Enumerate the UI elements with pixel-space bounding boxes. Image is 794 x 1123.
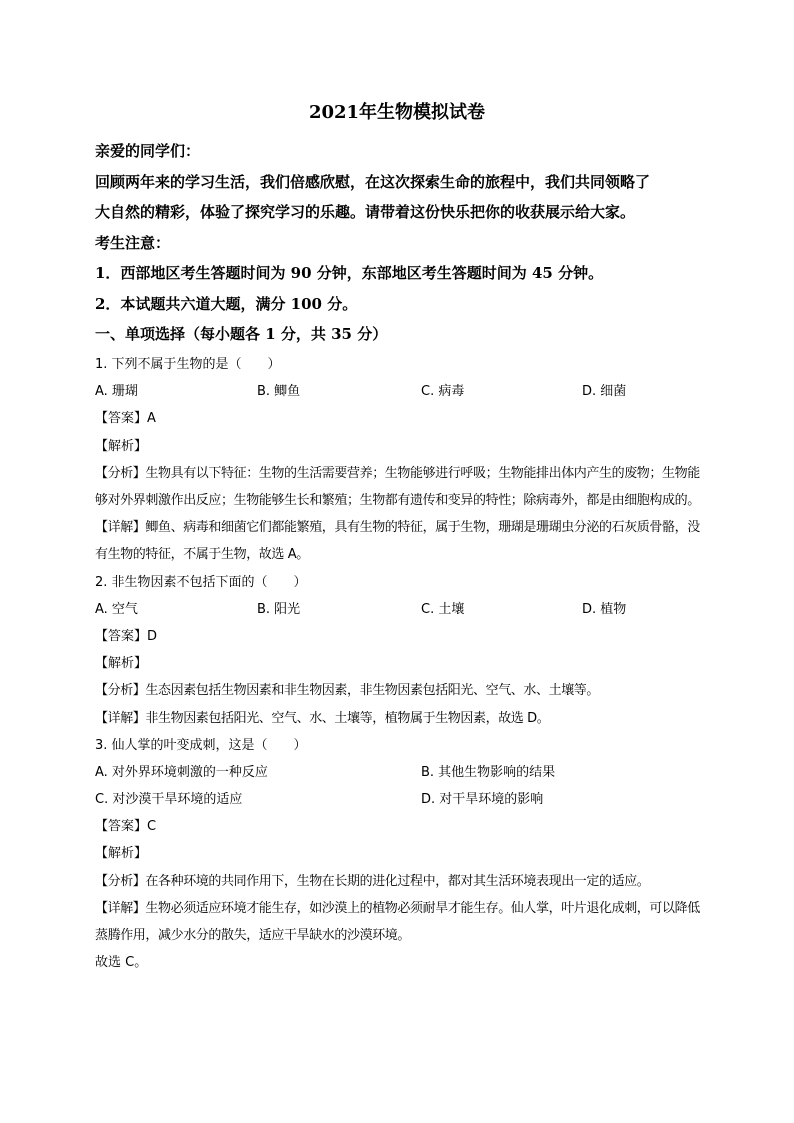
option-a: A. 珊瑚 bbox=[95, 384, 138, 400]
question-options bbox=[95, 378, 707, 405]
analysis-fenxi: 【分析】生态因素包括生物因素和非生物因素，非生物因素包括阳光、空气、水、土壤等。 bbox=[95, 683, 600, 699]
analysis-xiangjie: 【详解】生物必须适应环境才能生存，如沙漠上的植物必须耐旱才能生存。仙人掌，叶片退化成刺，可以降低蒸腾作用，减少水分的散失，适应干旱缺水的沙漠环境。 bbox=[95, 900, 700, 944]
questions-section bbox=[95, 351, 707, 976]
option-d: D. 对干旱环境的影响 bbox=[421, 792, 544, 808]
analysis-fenxi: 【分析】在各种环境的共同作用下，生物在长期的进化过程中，都对其生活环境表现出一定的适应。 bbox=[95, 873, 650, 889]
intro-paragraph-line-1: 回顾两年来的学习生活，我们倍感欣慰，在这次探索生命的旅程中，我们共同领略了 bbox=[95, 172, 651, 191]
option-c: C. 土壤 bbox=[421, 601, 465, 617]
conclusion: 故选 C。 bbox=[95, 955, 148, 971]
option-b: B. 鲫鱼 bbox=[257, 384, 301, 400]
option-b: B. 其他生物影响的结果 bbox=[421, 764, 556, 780]
option-b: B. 阳光 bbox=[257, 601, 301, 617]
analysis-heading: 【解析】 bbox=[95, 846, 148, 862]
option-d: D. 植物 bbox=[582, 601, 627, 617]
question-stem: 1. 下列不属于生物的是（ ） bbox=[95, 357, 281, 372]
section-heading: 一、单项选择（每小题各 1 分，共 35 分） bbox=[95, 325, 388, 343]
analysis-heading: 【解析】 bbox=[95, 438, 148, 454]
intro-section bbox=[95, 136, 715, 350]
page-title: 2021年生物模拟试卷 bbox=[308, 102, 486, 123]
option-a: A. 空气 bbox=[95, 601, 138, 617]
question-stem: 2. 非生物因素不包括下面的（ ） bbox=[95, 574, 307, 590]
notice-item-1: 1．西部地区考生答题时间为 90 分钟，东部地区考生答题时间为 45 分钟。 bbox=[95, 264, 604, 282]
question-options bbox=[95, 759, 707, 786]
option-c: C. 病毒 bbox=[421, 384, 465, 400]
greeting: 亲爱的同学们： bbox=[95, 142, 201, 160]
option-c: C. 对沙漠干旱环境的适应 bbox=[95, 792, 243, 808]
question-options bbox=[95, 596, 707, 623]
analysis-xiangjie: 【详解】鲫鱼、病毒和细菌它们都能繁殖，具有生物的特征，属于生物，珊瑚是珊瑚虫分泌的石灰质骨骼，没有生物的特征，不属于生物，故选 A。 bbox=[95, 520, 700, 563]
analysis-fenxi: 【分析】生物具有以下特征：生物的生活需要营养；生物能够进行呼吸；生物能排出体内产生的废物；生物能够对外界刺激作出反应；生物能够生长和繁殖；生物都有遗传和变异的特性；除病毒外，都是由细胞构成的。 bbox=[95, 465, 700, 508]
question-stem: 3. 仙人掌的叶变成刺，这是（ ） bbox=[95, 737, 307, 753]
answer-label: 【答案】C bbox=[95, 819, 157, 835]
question-options bbox=[95, 786, 707, 813]
analysis-heading: 【解析】 bbox=[95, 656, 148, 672]
answer-label: 【答案】A bbox=[95, 411, 156, 427]
notice-heading: 考生注意： bbox=[95, 233, 171, 252]
answer-label: 【答案】D bbox=[95, 628, 158, 644]
intro-paragraph-line-2: 大自然的精彩，体验了探究学习的乐趣。请带着这份快乐把你的收获展示给大家。 bbox=[95, 203, 636, 221]
option-d: D. 细菌 bbox=[582, 384, 627, 400]
notice-item-2: 2．本试题共六道大题，满分 100 分。 bbox=[95, 294, 358, 313]
option-a: A. 对外界环境刺激的一种反应 bbox=[95, 764, 268, 780]
analysis-xiangjie: 【详解】非生物因素包括阳光、空气、水、土壤等，植物属于生物因素，故选 D。 bbox=[95, 710, 550, 726]
